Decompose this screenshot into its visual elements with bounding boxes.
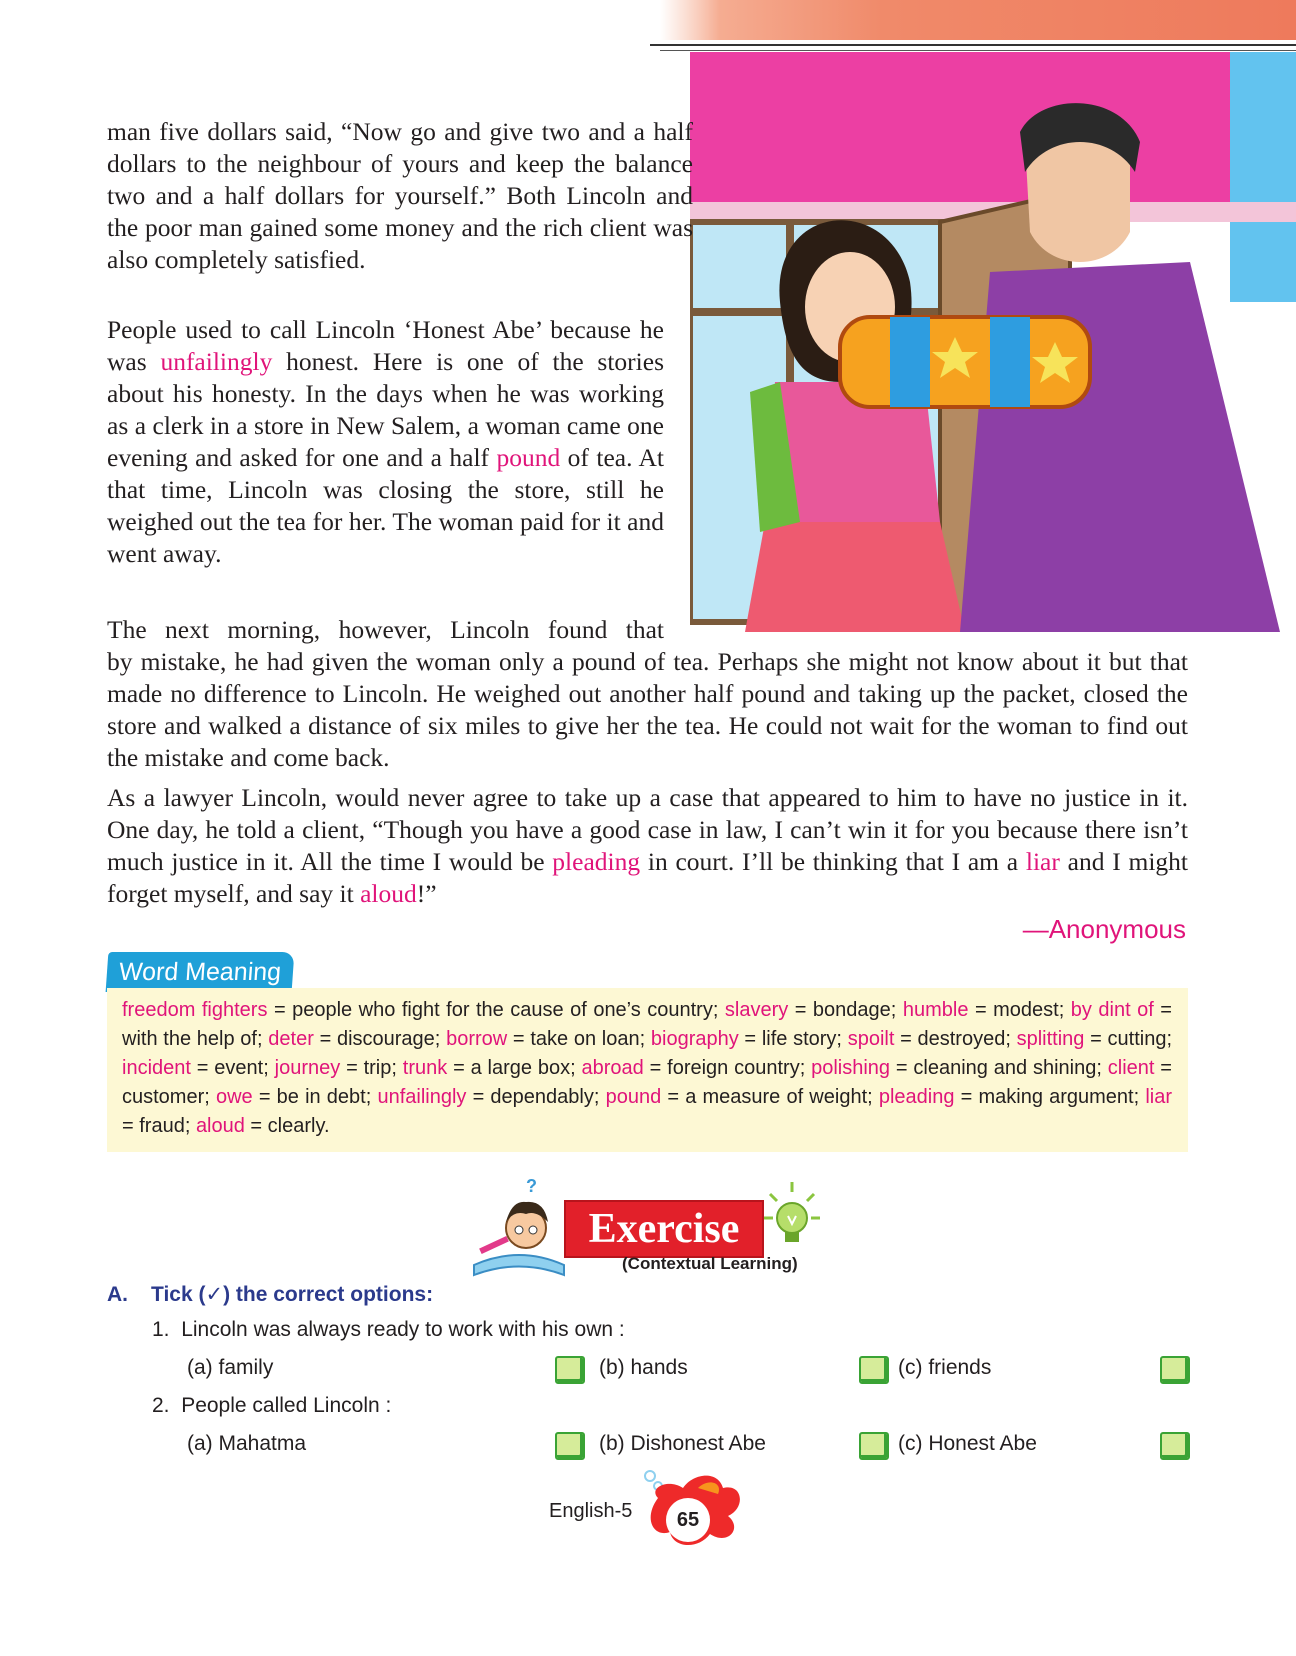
story-paragraph-3: by mistake, he had given the woman only a pound of tea. Perhaps she might not know about it but that made no difference to Lincoln. He weighed out another half pound and taking up the packet, closed the store and walked a distance of six miles to give her the tea. He could not wait for the woman to find out the mistake and come back. bbox=[107, 647, 1188, 772]
glossary-word: abroad bbox=[581, 1057, 644, 1079]
glossary-word: incident bbox=[122, 1057, 191, 1079]
pink-wall bbox=[690, 52, 1230, 202]
glossary-word: trunk bbox=[402, 1057, 448, 1079]
page-number: 65 bbox=[676, 1509, 700, 1531]
question-text: People called Lincoln : bbox=[181, 1394, 392, 1417]
header-color-band bbox=[660, 0, 1296, 40]
question-2 bbox=[152, 1394, 391, 1418]
glossary-meaning: = customer; bbox=[122, 1057, 1172, 1108]
highlight-word-pound: pound bbox=[496, 443, 561, 472]
glossary-word: by dint of bbox=[1070, 999, 1154, 1021]
glossary-meaning: = be in debt; bbox=[252, 1086, 378, 1108]
section-a-heading bbox=[107, 1282, 433, 1307]
glossary-word: polishing bbox=[811, 1057, 891, 1079]
glossary-meaning: = cleaning and shining; bbox=[890, 1057, 1108, 1079]
story-paragraph-4 bbox=[107, 782, 1188, 910]
lightbulb-icon bbox=[764, 1180, 824, 1260]
text-run: People used to call Lincoln ‘Honest Abe’ because he was bbox=[107, 315, 664, 376]
checkbox-1a[interactable] bbox=[555, 1356, 585, 1384]
checkbox-2b[interactable] bbox=[859, 1432, 889, 1460]
glossary-word: unfailingly bbox=[377, 1086, 467, 1108]
exercise-subtitle: (Contextual Learning) bbox=[622, 1254, 798, 1273]
text-run: of tea. At that time, Lincoln was closing the store, still he weighed out the tea for her. The woman paid for it and went away. bbox=[107, 443, 664, 568]
glossary-word: owe bbox=[215, 1086, 253, 1108]
glossary-meaning: = a measure of weight; bbox=[661, 1086, 879, 1108]
author-credit: —Anonymous bbox=[1022, 914, 1186, 944]
glossary-meaning: = take on loan; bbox=[507, 1028, 651, 1050]
glossary-word: journey bbox=[274, 1057, 341, 1079]
glossary-meaning: = discourage; bbox=[313, 1028, 447, 1050]
header-rule-thin bbox=[660, 50, 1296, 51]
text-run: !” bbox=[416, 879, 437, 908]
option-2c: (c) Honest Abe bbox=[898, 1432, 1037, 1455]
question-number: 1. bbox=[152, 1318, 170, 1341]
checkbox-2c[interactable] bbox=[1160, 1432, 1190, 1460]
glossary-word: biography bbox=[650, 1028, 739, 1050]
question-1 bbox=[152, 1318, 625, 1342]
option-2a: (a) Mahatma bbox=[187, 1432, 307, 1455]
exercise-header bbox=[464, 1170, 834, 1280]
glossary-word: splitting bbox=[1016, 1028, 1085, 1050]
word-meaning-box bbox=[107, 988, 1188, 1152]
word-meaning-text bbox=[122, 996, 1172, 1141]
section-title: Tick (✓) the correct options: bbox=[151, 1283, 434, 1306]
glossary-word: deter bbox=[268, 1028, 314, 1050]
highlight-word-pleading: pleading bbox=[552, 847, 641, 876]
glossary-word: humble bbox=[902, 999, 969, 1021]
highlight-word-aloud: aloud bbox=[360, 879, 417, 908]
option-1c: (c) friends bbox=[898, 1356, 992, 1379]
glossary-meaning: = trip; bbox=[340, 1057, 403, 1079]
story-paragraph-3-first-line: The next morning, however, Lincoln found that bbox=[107, 615, 664, 644]
glossary-meaning: = foreign country; bbox=[643, 1057, 812, 1079]
header-rule bbox=[650, 44, 1296, 46]
highlight-word-liar: liar bbox=[1025, 847, 1060, 876]
glossary-word: spoilt bbox=[847, 1028, 895, 1050]
glossary-meaning: = cutting; bbox=[1084, 1028, 1173, 1050]
glossary-meaning: = event; bbox=[190, 1057, 275, 1079]
text-run: As a lawyer Lincoln, would never agree to take up a case that appeared to him to have no justice in it. One day, he told a client, “Though you have a good case in law, I can’t win it for you because there isn’t much justice in it. All the time I would be bbox=[107, 783, 1188, 876]
text-run: and I might forget myself, and say it bbox=[107, 847, 1188, 908]
glossary-word: borrow bbox=[446, 1028, 508, 1050]
story-paragraph-2 bbox=[107, 314, 664, 570]
checkbox-1b[interactable] bbox=[859, 1356, 889, 1384]
glossary-word: liar bbox=[1145, 1086, 1172, 1108]
glossary-meaning: = destroyed; bbox=[894, 1028, 1017, 1050]
glossary-meaning: = dependably; bbox=[466, 1086, 606, 1108]
glossary-meaning: = a large box; bbox=[447, 1057, 582, 1079]
option-1a: (a) family bbox=[187, 1356, 274, 1379]
text-run: in court. I’ll be thinking that I am a bbox=[640, 847, 1026, 876]
question-text: Lincoln was always ready to work with his own : bbox=[181, 1318, 625, 1341]
option-2b: (b) Dishonest Abe bbox=[599, 1432, 766, 1455]
glossary-word: slavery bbox=[724, 999, 789, 1021]
glossary-meaning: = clearly. bbox=[244, 1115, 330, 1137]
glossary-word: pound bbox=[605, 1086, 662, 1108]
glossary-meaning: = modest; bbox=[968, 999, 1071, 1021]
glossary-word: pleading bbox=[878, 1086, 955, 1108]
word-meaning-tag: Word Meaning bbox=[106, 952, 295, 992]
glossary-meaning: = making argument; bbox=[954, 1086, 1146, 1108]
question-number: 2. bbox=[152, 1394, 170, 1417]
exercise-banner bbox=[564, 1200, 764, 1258]
glossary-word: client bbox=[1107, 1057, 1155, 1079]
section-label: A. bbox=[107, 1283, 128, 1306]
glossary-meaning: = people who fight for the cause of one’s country; bbox=[267, 999, 725, 1021]
glossary-meaning: = life story; bbox=[738, 1028, 848, 1050]
svg-text:?: ? bbox=[526, 1176, 537, 1196]
exercise-title: Exercise bbox=[588, 1206, 740, 1252]
footer-book-title: English-5 bbox=[549, 1500, 633, 1522]
story-paragraph-1: man five dollars said, “Now go and give two and a half dollars to the neighbour of yours and keep the balance two and a half dollars for yourself.” Both Lincoln and the poor man gained some money and the rich client was also completely satisfied. bbox=[107, 117, 693, 274]
checkbox-1c[interactable] bbox=[1160, 1356, 1190, 1384]
story-illustration bbox=[690, 52, 1296, 632]
glossary-meaning: = bondage; bbox=[788, 999, 903, 1021]
glossary-meaning: = with the help of; bbox=[122, 999, 1172, 1050]
glossary-word: aloud bbox=[195, 1115, 245, 1137]
option-1b: (b) hands bbox=[599, 1356, 688, 1379]
girl-skirt bbox=[745, 522, 965, 632]
highlight-word-unfailingly: unfailingly bbox=[160, 347, 273, 376]
text-run: honest. Here is one of the stories about his honesty. In the days when he was working as a clerk in a store in New Salem, a woman came one evening and asked for one and a half bbox=[107, 347, 664, 472]
checkbox-2a[interactable] bbox=[555, 1432, 585, 1460]
glossary-meaning: = fraud; bbox=[122, 1115, 196, 1137]
glossary-word: freedom fighters bbox=[122, 999, 268, 1021]
window-blue bbox=[1230, 52, 1296, 302]
student-reading-icon bbox=[464, 1170, 574, 1280]
